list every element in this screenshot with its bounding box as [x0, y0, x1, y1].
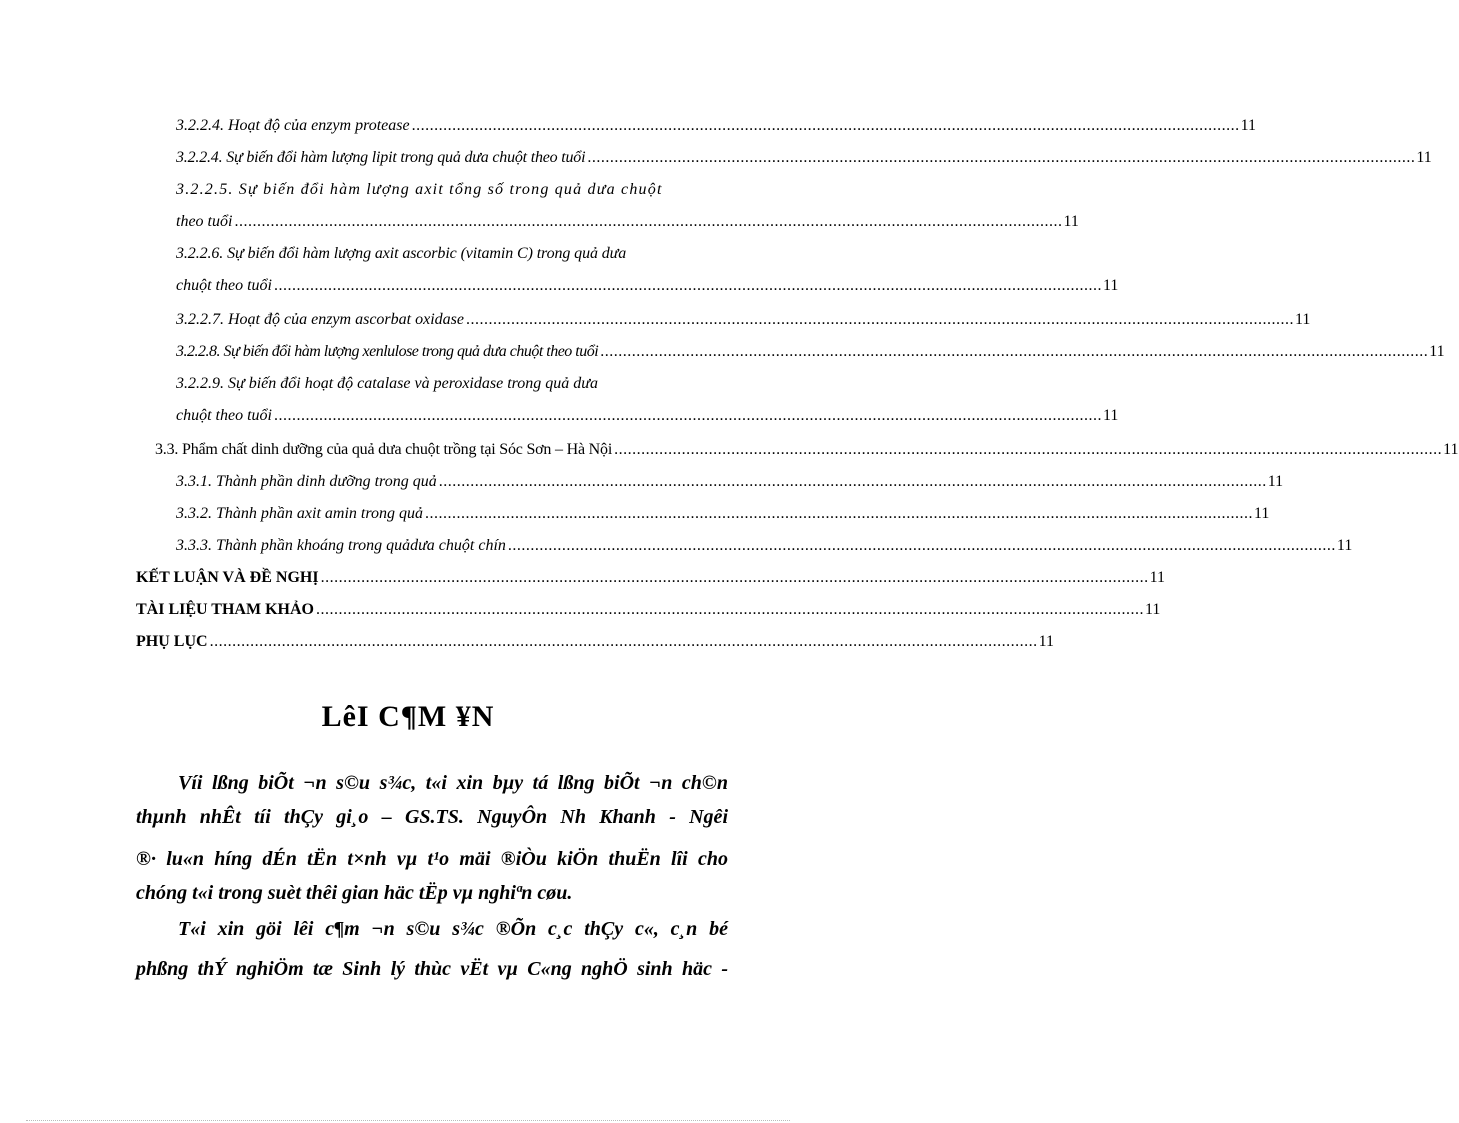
toc-entry[interactable]: [176, 342, 1445, 364]
toc-entry-title-line2: theo tuổi: [176, 213, 233, 230]
toc-entry-title: 3.3. Phẩm chất dinh dưỡng của quả dưa chuột trồng tại Sóc Sơn – Hà Nội: [155, 441, 613, 458]
toc-page-number: 11: [1063, 213, 1079, 230]
dot-leader: ........................................................................................................................................................................................: [234, 213, 1063, 230]
toc-entry[interactable]: [176, 276, 1119, 298]
toc-page-number: 11: [1267, 473, 1284, 490]
toc-page-number: 11: [1102, 277, 1119, 294]
toc-page-number: 11: [1253, 505, 1270, 522]
toc-entry[interactable]: [176, 116, 1256, 138]
toc-entry[interactable]: [176, 406, 1119, 428]
dot-leader: ........................................................................................................................................................................................: [273, 277, 1102, 294]
toc-entry[interactable]: [176, 148, 1432, 170]
toc-entry[interactable]: [176, 536, 1353, 558]
toc-entry[interactable]: [176, 472, 1284, 494]
dot-leader: ........................................................................................................................................................................................: [273, 407, 1102, 424]
paragraph-line: ®· lu«n híng dÉn tËn t×nh vµ t¹o mäi ®iÒu kiÖn thuËn lîi cho: [136, 848, 728, 870]
toc-entry-title: 3.2.2.4. Hoạt độ của enzym protease: [176, 117, 410, 134]
toc-page-number: 11: [1429, 343, 1445, 360]
toc-entry-title: 3.2.2.7. Hoạt độ của enzym ascorbat oxidase: [176, 311, 464, 328]
toc-entry-title: 3.2.2.4. Sự biến đổi hàm lượng lipit trong quả dưa chuột theo tuổi: [176, 149, 586, 166]
dot-leader: ........................................................................................................................................................................................: [507, 537, 1336, 554]
toc-entry[interactable]: [136, 600, 1161, 622]
dot-leader: ........................................................................................................................................................................................: [411, 117, 1240, 134]
toc-entry-title: 3.3.1. Thành phần dinh dưỡng trong quả: [176, 473, 437, 490]
page-bottom-rule: [26, 1120, 790, 1121]
dot-leader: ........................................................................................................................................................................................: [209, 633, 1038, 650]
paragraph-line: thµnh nhÊt tíi thÇy gi¸o – GS.TS. NguyÔn Nh Khanh - Ngêi: [136, 806, 728, 828]
toc-page-number: 11: [1336, 537, 1353, 554]
toc-page-number: 11: [1294, 311, 1311, 328]
toc-entry-title: 3.3.2. Thành phần axit amin trong quả: [176, 505, 423, 522]
dot-leader: ........................................................................................................................................................................................: [320, 569, 1149, 586]
dot-leader: ........................................................................................................................................................................................: [315, 601, 1144, 618]
dot-leader: ........................................................................................................................................................................................: [438, 473, 1267, 490]
toc-entry[interactable]: [176, 212, 1079, 234]
toc-page-number: 11: [1149, 569, 1165, 586]
dot-leader: ........................................................................................................................................................................................: [600, 343, 1429, 360]
toc-page-number: 11: [1144, 601, 1161, 618]
paragraph-line: Víi lßng biÕt ¬n s©u s¾c, t«i xin bµy tá lßng biÕt ¬n ch©n: [178, 772, 728, 794]
toc-entry-title: KẾT LUẬN VÀ ĐỀ NGHỊ: [136, 569, 319, 586]
toc-entry-title: PHỤ LỤC: [136, 633, 208, 650]
toc-entry-title-line2: chuột theo tuổi: [176, 277, 272, 294]
toc-entry-title: 3.3.3. Thành phần khoáng trong quảdưa chuột chín: [176, 537, 506, 554]
toc-entry-title-line1: 3.2.2.9. Sự biến đổi hoạt độ catalase và peroxidase trong quả dưa: [176, 375, 598, 392]
dot-leader: ........................................................................................................................................................................................: [587, 149, 1416, 166]
toc-page-number: 11: [1443, 441, 1459, 458]
paragraph-line: chóng t«i trong suèt thêi gian häc tËp vµ nghiªn cøu.: [136, 882, 573, 904]
toc-entry[interactable]: [136, 632, 1054, 654]
toc-entry-title: TÀI LIỆU THAM KHẢO: [136, 601, 314, 618]
paragraph-line: T«i xin göi lêi c¶m ¬n s©u s¾c ®Õn c¸c thÇy c«, c¸n bé: [178, 918, 728, 940]
toc-page-number: 11: [1038, 633, 1054, 650]
dot-leader: ........................................................................................................................................................................................: [424, 505, 1253, 522]
toc-page-number: 11: [1416, 149, 1432, 166]
dot-leader: ........................................................................................................................................................................................: [465, 311, 1294, 328]
paragraph-line: phßng thÝ nghiÖm tæ Sinh lý thùc vËt vµ C«ng nghÖ sinh häc -: [136, 958, 728, 980]
toc-entry[interactable]: [155, 440, 1459, 462]
toc-entry-title-line1: 3.2.2.6. Sự biến đổi hàm lượng axit ascorbic (vitamin C) trong quả dưa: [176, 245, 627, 262]
dot-leader: ........................................................................................................................................................................................: [614, 441, 1443, 458]
section-heading: LêI C¶M ¥N: [321, 700, 495, 733]
toc-entry[interactable]: [176, 310, 1311, 332]
toc-entry-title-line1: 3.2.2.5. Sự biến đổi hàm lượng axit tổng số trong quả dưa chuột: [176, 181, 663, 198]
toc-entry-title: 3.2.2.8. Sự biến đổi hàm lượng xenlulose trong quả dưa chuột theo tuổi: [176, 343, 599, 360]
toc-page-number: 11: [1102, 407, 1119, 424]
toc-entry[interactable]: [136, 568, 1165, 590]
toc-entry-title-line2: chuột theo tuổi: [176, 407, 272, 424]
toc-page-number: 11: [1240, 117, 1256, 134]
toc-entry[interactable]: [176, 504, 1270, 526]
